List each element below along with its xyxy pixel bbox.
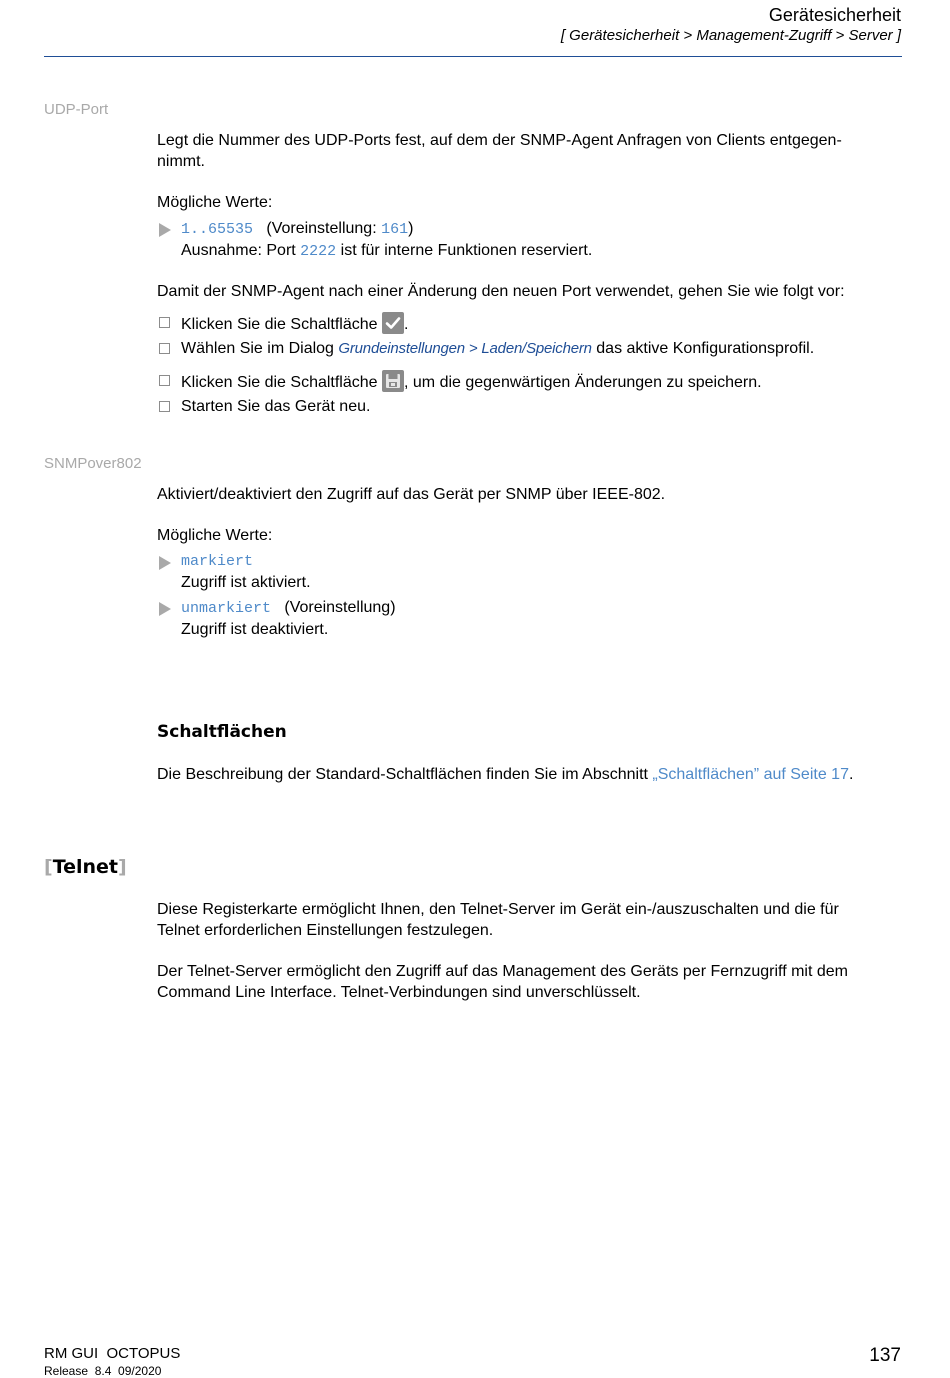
exception-prefix: Ausnahme: Port [181,242,301,259]
buttons-section-text [157,764,902,785]
bracket-open: [ [44,856,53,878]
telnet-paragraph-1 [157,899,902,941]
option-description: Zugriff ist aktiviert. [181,574,311,591]
header-divider [44,56,902,57]
step-item [157,337,902,361]
option-description: Zugriff ist deaktiviert. [181,621,329,638]
checkbox-step-icon [159,375,170,386]
paragraph-line: Der Telnet-Server ermöglicht den Zugriff auf das Management des Geräts per Fernzugriff mit dem [157,963,848,980]
triangle-bullet-icon [159,556,171,570]
text-suffix: . [848,766,854,783]
udp-port-value-range [157,218,902,262]
exception-suffix: ist für interne Funktionen reserviert. [336,242,593,259]
step-item [157,395,902,419]
page-number: 137 [869,1345,901,1366]
step-item [157,311,902,335]
checkbox-step-icon [159,343,170,354]
step-item [157,369,902,393]
floppy-disk-icon [382,370,404,392]
paragraph-line: Diese Registerkarte ermöglicht Ihnen, den Telnet-Server im Gerät ein-/auszuschalten und die für [157,901,839,918]
cross-reference-link[interactable]: „Schaltflächen” auf Seite 17 [652,766,849,783]
text-prefix: Die Beschreibung der Standard-Schaltflächen finden Sie im Abschnitt [157,766,653,783]
paragraph-line: Command Line Interface. Telnet-Verbindungen sind unverschlüsselt. [157,984,641,1001]
step-text-end: . [404,316,409,333]
subsection-heading-buttons: Schaltflächen [157,722,287,742]
paragraph-line: Telnet erforderlichen Einstellungen festzulegen. [157,922,494,939]
telnet-paragraph-2 [157,961,902,1003]
udp-port-steps-intro: Damit der SNMP-Agent nach einer Änderung den neuen Port verwendet, gehen Sie wie folgt vor: [157,283,845,300]
step-text-end: das aktive Konfigurationsprofil. [591,340,815,357]
checkmark-icon [382,312,404,334]
snmpover802-option-unmarked [157,597,902,641]
step-text-end: , um die gegenwärtigen Änderungen zu speichern. [404,374,762,391]
udp-port-description [157,130,902,172]
step-text: Starten Sie das Gerät neu. [181,398,371,415]
step-text: Wählen Sie im Dialog [181,340,339,357]
triangle-bullet-icon [159,223,171,237]
snmpover802-description: Aktiviert/deaktiviert den Zugriff auf das Gerät per SNMP über IEEE-802. [157,486,666,503]
footer-release: Release 8.4 09/2020 [44,1364,162,1378]
dialog-link[interactable]: Grundeinstellungen > Laden/Speichern [338,340,592,357]
description-line: nimmt. [157,153,205,170]
triangle-bullet-icon [159,602,171,616]
step-text: Klicken Sie die Schaltfläche [181,316,382,333]
footer-product: RM GUI OCTOPUS [44,1345,181,1362]
option-value: markiert [181,553,254,570]
default-prefix: (Voreinstellung: [266,220,382,237]
step-text: Klicken Sie die Schaltfläche [181,374,382,391]
bracket-close: ] [118,856,127,878]
snmpover802-option-marked [157,551,902,595]
option-default: (Voreinstellung) [284,599,396,616]
checkbox-step-icon [159,401,170,412]
description-line: Legt die Nummer des UDP-Ports fest, auf dem der SNMP-Agent Anfragen von Clients entgegen- [157,132,842,149]
snmpover802-values-heading: Mögliche Werte: [157,527,273,544]
option-value: unmarkiert [181,600,272,617]
section-title: Telnet [52,856,119,878]
udp-port-values-heading: Mögliche Werte: [157,194,273,211]
default-suffix: ) [408,220,414,237]
page-header-title: Gerätesicherheit [768,5,901,25]
value-range: 1..65535 [181,221,254,238]
param-label-snmpover802: SNMPover802 [44,455,142,472]
checkbox-step-icon [159,317,170,328]
default-value: 161 [381,221,409,238]
breadcrumb: [ Gerätesicherheit > Management-Zugriff > Server ] [560,27,901,44]
exception-port: 2222 [300,243,337,260]
param-label-udp-port: UDP-Port [44,101,109,118]
section-heading-telnet [44,856,127,878]
